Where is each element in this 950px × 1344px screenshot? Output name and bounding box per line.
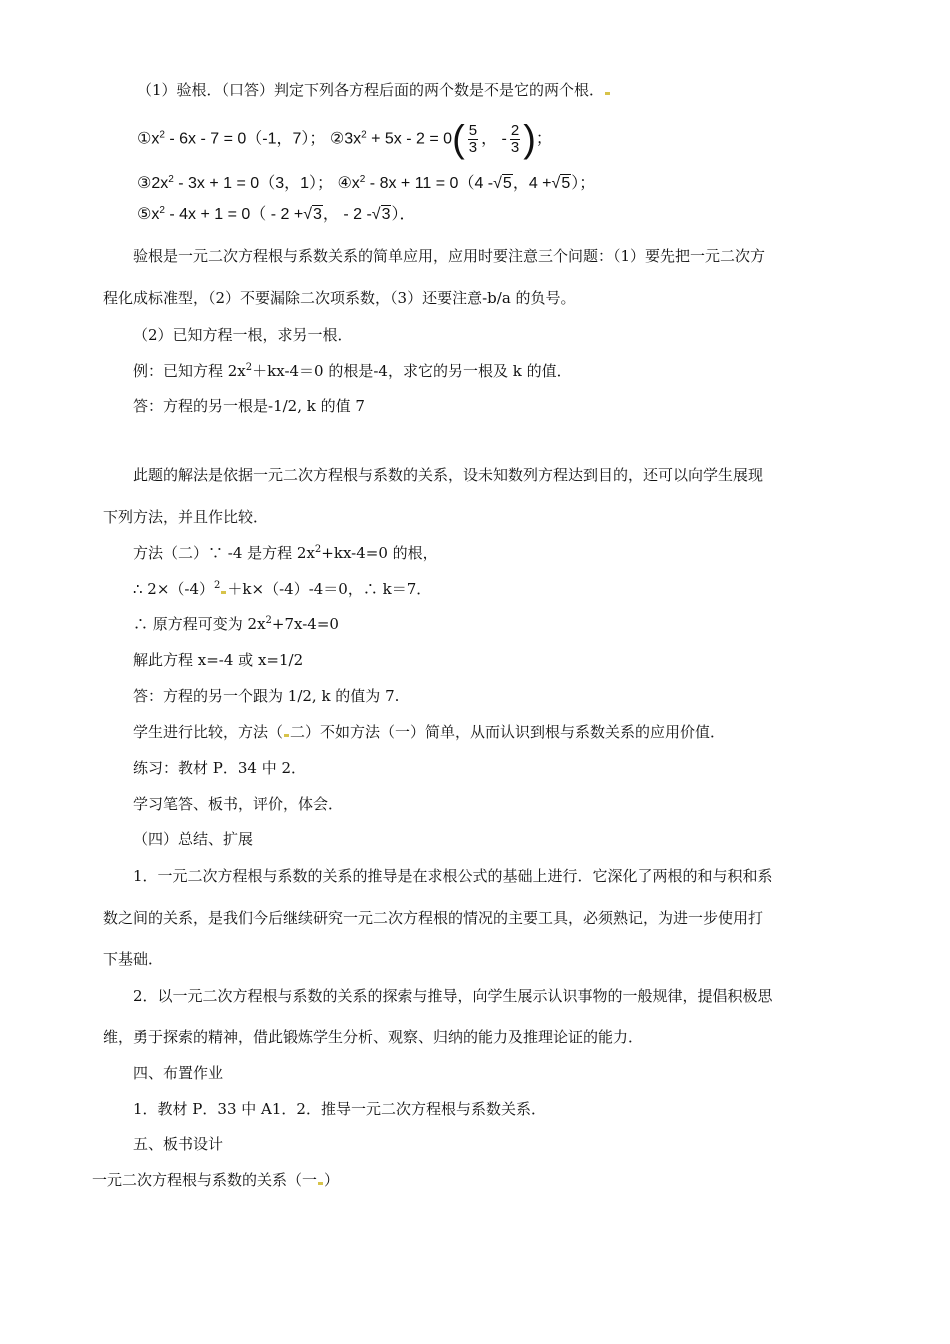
highlight-mark — [318, 1182, 323, 1185]
solve-line: 解此方程 x=-4 或 x=1/2 — [133, 651, 304, 669]
equation-row-1: $①x^2 - 6x - 7 = 0(-1$，7）； $②3x^2 + 5x - 2 = 0$( $\frac{5}{3}$ ， - $\frac{2}{3}$ )； — [137, 118, 552, 161]
section-heading: 五、板书设计 — [133, 1135, 224, 1153]
verify-heading: （1）验根．（口答）判定下列各方程后面的两个数是不是它的两个根． — [137, 80, 611, 100]
highlight-mark — [284, 734, 289, 737]
practice-line: 练习：教材 P．34 中 2． — [133, 759, 307, 777]
sqrt-symbol: √5 — [551, 175, 571, 192]
paragraph-line: 维，勇于探索的精神，借此锻炼学生分析、观察、归纳的能力及推理论证的能力． — [103, 1028, 644, 1046]
equation-row-2: $③2x^2 - 3x + 1 = 0(3$，1）； $④x^2 - 8x + 11 = 0(4$ -√5，4 +√5）； — [137, 174, 596, 192]
homework-item: 1．教材 P．33 中 A1．2．推导一元二次方程根与系数关系． — [133, 1100, 546, 1118]
equation-row-3: $⑤x^2 - 4x + 1 = 0( - 2 +√3$， - 2 -√3）． — [137, 205, 416, 223]
right-paren: ) — [523, 118, 536, 161]
study-line: 学习笔答、板书，评价，体会． — [133, 795, 344, 813]
paragraph-line: 此题的解法是依据一元二次方程根与系数的关系，设未知数列方程达到目的，还可以向学生展现 — [133, 466, 764, 484]
highlight-mark — [221, 591, 226, 594]
paragraph-line: 验根是一元二次方程根与系数关系的简单应用，应用时要注意三个问题：（1）要先把一元二次方 — [133, 247, 766, 265]
paragraph-line: 程化成标准型，（2）不要漏除二次项系数，（3）还要注意-b/a 的负号。 — [103, 289, 576, 307]
therefore-line: ∴ 原方程可变为 $2x^2+7x-4=0$ — [133, 615, 339, 633]
example-line: 例：已知方程 $2x^2+kx-4=0$ 的根是-4，求它的另一根及 k 的值． — [133, 362, 572, 380]
section-heading: （四）总结、扩展 — [133, 830, 254, 848]
paragraph-line: 1．一元二次方程根与系数的关系的推导是在求根公式的基础上进行．它深化了两根的和与积和系 — [133, 867, 773, 885]
method-two-line: 方法（二）∵ -4 是方程 $2x^2+kx-4=0$ 的根， — [133, 544, 438, 562]
fraction: $\frac{2}{3}$ — [510, 122, 520, 156]
paragraph-line: 下基础． — [103, 950, 164, 968]
board-title: 一元二次方程根与系数的关系（一 ） — [92, 1171, 340, 1189]
paragraph-line: 数之间的关系，是我们今后继续研究一元二次方程根的情况的主要工具，必须熟记，为进一步使用打 — [103, 909, 764, 927]
paragraph-line: 2．以一元二次方程根与系数的关系的探索与推导，向学生展示认识事物的一般规律，提倡积极思 — [133, 987, 773, 1005]
therefore-line: ∴ $2\times(-4)^2 +k\times(-4)-4=0$，∴ k＝7． — [133, 580, 432, 598]
sqrt-symbol: √3 — [303, 206, 322, 223]
subheading: （2）已知方程一根，求另一根． — [133, 326, 353, 344]
sqrt-symbol: √5 — [493, 175, 512, 192]
answer-line: 答：方程的另一个跟为 1/2, k 的值为 7. — [133, 687, 400, 705]
left-paren: ( — [452, 118, 465, 161]
sqrt-symbol: √3 — [371, 206, 391, 223]
comparison-line: 学生进行比较，方法（ 二）不如方法（一）简单，从而认识到根与系数关系的应用价值． — [133, 723, 726, 741]
highlight-mark — [605, 92, 610, 95]
fraction: $\frac{5}{3}$ — [468, 122, 478, 156]
answer-line: 答：方程的另一根是-1/2, k 的值 7 — [133, 397, 365, 415]
section-heading: 四、布置作业 — [133, 1064, 224, 1082]
paragraph-line: 下列方法，并且作比较． — [103, 508, 269, 526]
